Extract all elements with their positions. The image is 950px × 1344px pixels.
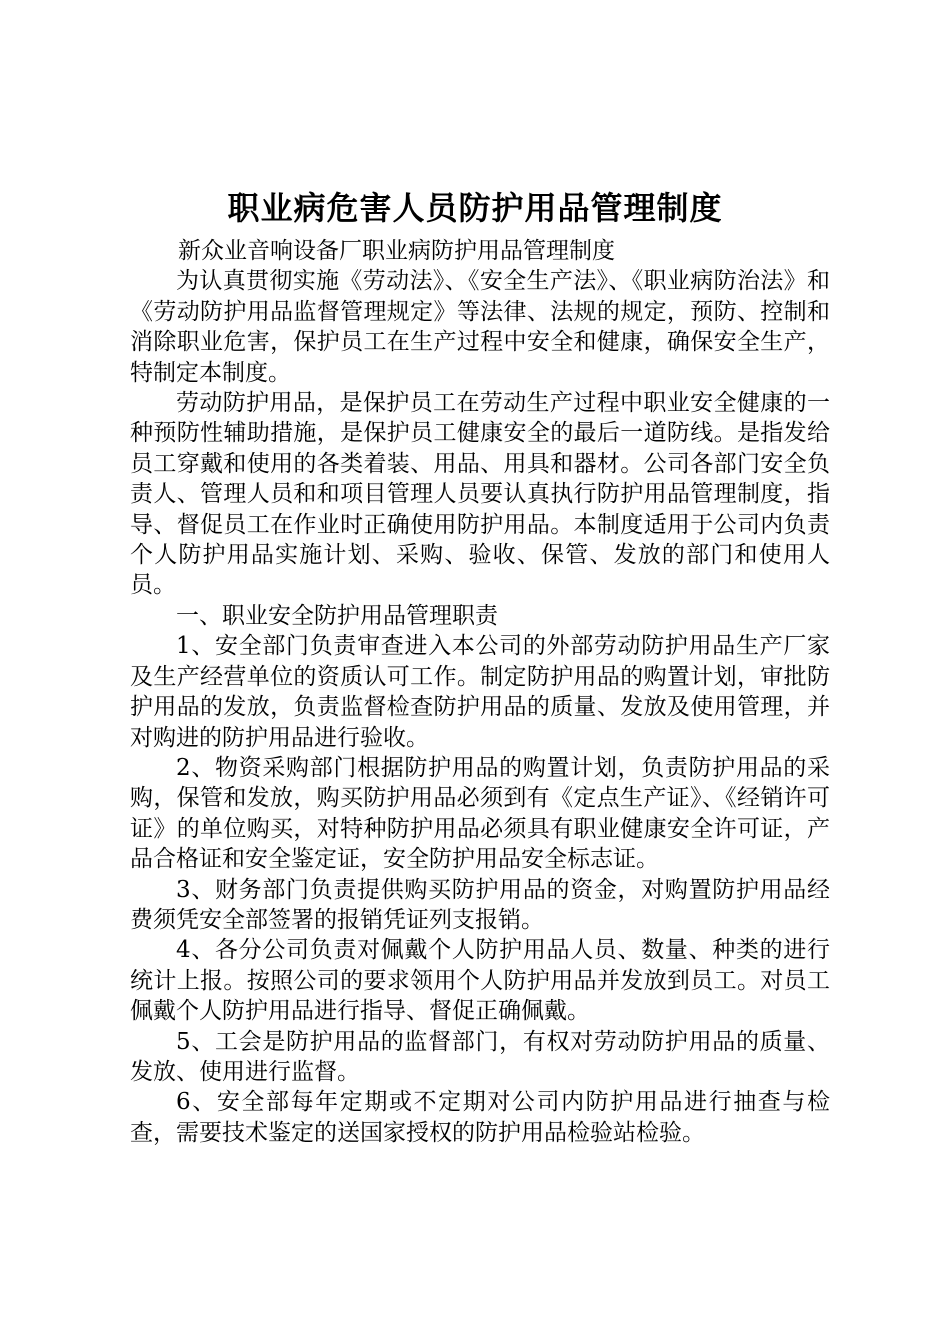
paragraph-definition: 劳动防护用品，是保护员工在劳动生产过程中职业安全健康的一种预防性辅助措施，是保护员工健康安全的最后一道防线。是指发给员工穿戴和使用的各类着装、用品、用具和器材。公司各部门安全负责人、管理人员和和项目管理人员要认真执行防护用品管理制度，指导、督促员工在作业时正确使用防护用品。本制度适用于公司内负责个人防护用品实施计划、采购、验收、保管、发放的部门和使用人员。 — [130, 390, 830, 599]
paragraph-item-6: 6、安全部每年定期或不定期对公司内防护用品进行抽查与检查，需要技术鉴定的送国家授权的防护用品检验站检验。 — [130, 1089, 830, 1146]
paragraph-item-3: 3、财务部门负责提供购买防护用品的资金，对购置防护用品经费须凭安全部签署的报销凭证列支报销。 — [130, 876, 830, 933]
paragraph-intro: 为认真贯彻实施《劳动法》、《安全生产法》、《职业病防治法》和《劳动防护用品监督管理规定》等法律、法规的规定，预防、控制和消除职业危害，保护员工在生产过程中安全和健康，确保安全生产，特制定本制度。 — [130, 268, 830, 386]
document-body — [130, 236, 830, 1148]
paragraph-item-4: 4、各分公司负责对佩戴个人防护用品人员、数量、种类的进行统计上报。按照公司的要求领用个人防护用品并发放到员工。对员工佩戴个人防护用品进行指导、督促正确佩戴。 — [130, 937, 830, 1025]
document-title: 职业病危害人员防护用品管理制度 — [227, 189, 723, 227]
section-heading-responsibilities: 一、职业安全防护用品管理职责 — [176, 602, 498, 629]
paragraph-item-2: 2、物资采购部门根据防护用品的购置计划，负责防护用品的采购，保管和发放，购买防护用品必须到有《定点生产证》、《经销许可证》的单位购买，对特种防护用品必须具有职业健康安全许可证，产品合格证和安全鉴定证，安全防护用品安全标志证。 — [130, 754, 830, 873]
document-subtitle: 新众业音响设备厂职业病防护用品管理制度 — [178, 238, 615, 264]
paragraph-item-1: 1、安全部门负责审查进入本公司的外部劳动防护用品生产厂家及生产经营单位的资质认可工作。制定防护用品的购置计划，审批防护用品的发放，负责监督检查防护用品的质量、发放及使用管理，并对购进的防护用品进行验收。 — [130, 633, 830, 751]
paragraph-item-5: 5、工会是防护用品的监督部门，有权对劳动防护用品的质量、发放、使用进行监督。 — [130, 1028, 830, 1085]
